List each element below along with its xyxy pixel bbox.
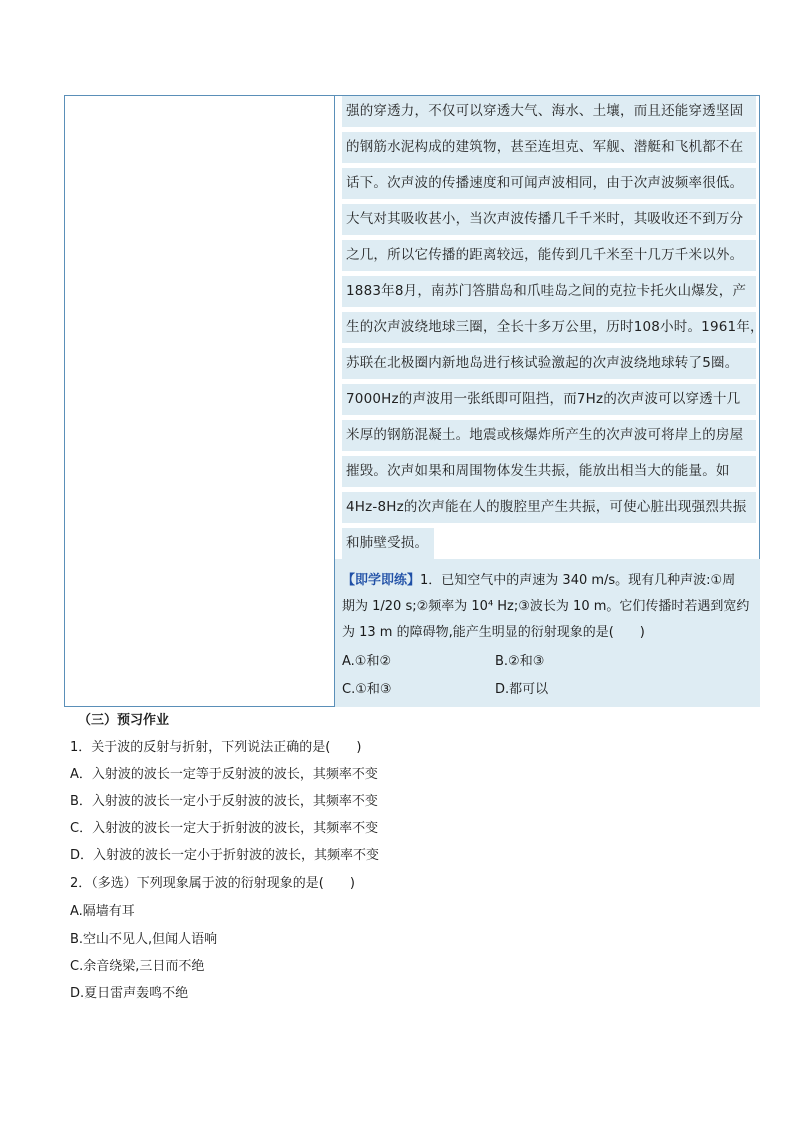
reading-line: 4Hz-8Hz的次声能在人的腹腔里产生共振，可使心脏出现强烈共振 [342,492,756,523]
reading-line: 大气对其吸收甚小，当次声波传播几千千米时，其吸收还不到万分 [342,204,756,235]
question-1-option-c: C．入射波的波长一定大于折射波的波长，其频率不变 [70,821,379,836]
question-2-option-b: B.空山不见人,但闻人语响 [70,932,218,947]
reading-line: 1883年8月，南苏门答腊岛和爪哇岛之间的克拉卡托火山爆发，产 [342,276,756,307]
left-empty-cell [65,96,335,706]
reading-line: 7000Hz的声波用一张纸即可阻挡，而7Hz的次声波可以穿透十几 [342,384,756,415]
question-1-option-a: A．入射波的波长一定等于反射波的波长，其频率不变 [70,767,378,782]
practice-option-a: A.①和② [342,654,392,669]
question-2-option-d: D.夏日雷声轰鸣不绝 [70,986,189,1001]
reading-line: 摧毁。次声如果和周围物体发生共振，能放出相当大的能量。如 [342,456,756,487]
practice-option-b: B.②和③ [495,654,545,669]
reading-line: 和肺壁受损。 [342,528,434,559]
practice-option-c: C.①和③ [342,682,392,697]
question-2-option-c: C.余音绕梁,三日而不绝 [70,959,205,974]
right-text-cell [335,96,764,706]
question-2-option-a: A.隔墙有耳 [70,904,135,919]
reading-line: 之几，所以它传播的距离较远，能传到几千米至十几万千米以外。 [342,240,756,271]
reading-line: 米厚的钢筋混凝土。地震或核爆炸所产生的次声波可将岸上的房屋 [342,420,756,451]
homework-title: （三）预习作业 [78,713,170,728]
practice-block [335,559,760,707]
reading-line: 苏联在北极圈内新地岛进行核试验激起的次声波绕地球转了5圈。 [342,348,756,379]
question-1-option-b: B．入射波的波长一定小于反射波的波长，其频率不变 [70,794,378,809]
practice-tag: 【即学即练】 [342,573,421,588]
practice-option-d: D.都可以 [495,682,549,697]
reading-line: 强的穿透力，不仅可以穿透大气、海水、土壤，而且还能穿透坚固 [342,96,756,127]
reading-line: 话下。次声波的传播速度和可闻声波相同，由于次声波频率很低。 [342,168,756,199]
practice-stem-1: 1．已知空气中的声速为 340 m/s。现有几种声波:①周 [420,573,736,588]
question-1-option-d: D．入射波的波长一定小于折射波的波长，其频率不变 [70,848,380,863]
question-2-stem: 2．（多选）下列现象属于波的衍射现象的是( ) [70,876,355,891]
infrasound-reading [342,96,764,564]
content-table [64,95,764,707]
reading-line: 的钢筋水泥构成的建筑物，甚至连坦克、军舰、潜艇和飞机都不在 [342,132,756,163]
practice-line-2: 期为 1/20 s;②频率为 10⁴ Hz;③波长为 10 m。它们传播时若遇到宽约 [342,599,750,614]
practice-line-1 [342,569,735,588]
question-1-stem: 1．关于波的反射与折射，下列说法正确的是( ) [70,740,362,755]
practice-line-3: 为 13 m 的障碍物,能产生明显的衍射现象的是( ) [342,625,645,640]
reading-line: 生的次声波绕地球三圈，全长十多万公里，历时108小时。1961年， [342,312,756,343]
